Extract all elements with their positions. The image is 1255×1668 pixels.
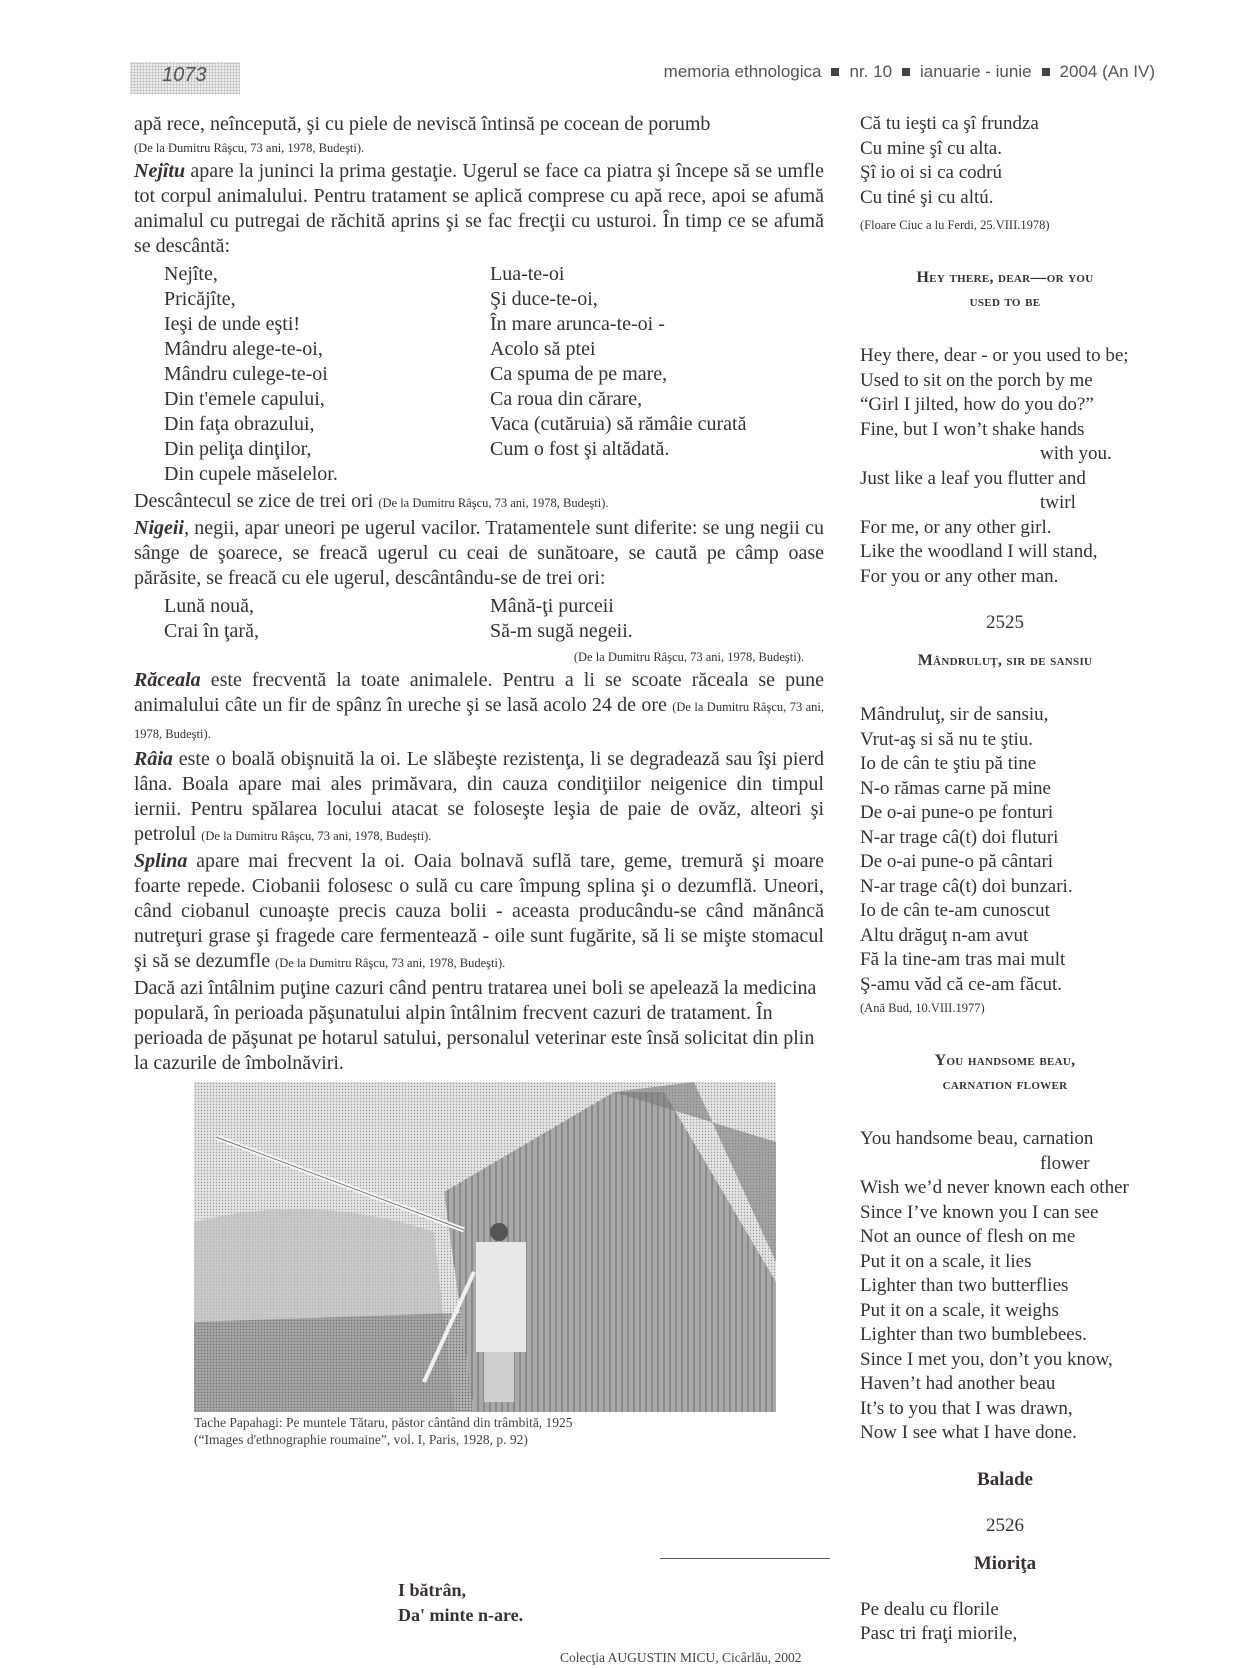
verse-line: Vrut-aş si să nu te ştiu. (860, 728, 1034, 750)
square-bullet-icon (831, 68, 839, 76)
verse-line: Wish we’d never known each other (860, 1177, 1129, 1198)
verse-line: For you or any other man. (860, 565, 1059, 587)
verse-line: Since I’ve known you I can see (860, 1201, 1099, 1223)
verse-column-left (164, 594, 259, 644)
poem-translation-english (860, 1127, 1150, 1446)
verse-line: Din peliţa dinţilor, (164, 438, 312, 460)
paragraph-raceala: Răceala este frecventă la toate animalele. Pentru a li se scoate răceala se pune animalului câte un fir de spânz în ureche şi se lasă acolo 24 de ore (De la Dumitru Râşcu, 73 ani, 1978, Budeşti). (134, 669, 825, 741)
proverb: I bătrân, Da' minte n-are. (398, 1580, 524, 1625)
verse-line: N-ar trage câ(t) doi bunzari. (860, 875, 1073, 897)
verse-line: Pricăjîte, (164, 288, 236, 310)
charm-verse-nigeii (164, 594, 824, 644)
collection-credit: Colecţia AUGUSTIN MICU, Cicârlău, 2002 (560, 1650, 802, 1665)
verse-line: De o-ai pune-o pă cântari (860, 851, 1054, 872)
paragraph-nejitu: Nejîtu apare la juninci la prima gestaţie. Ugerul se face ca piatra şi începe să se umfle tot corpul animalului. Pentru tratament se aplică comprese cu apă rece, apoi se afumă animalul cu putregai de răchită aprins şi se fac frecţii cu usturoi. În timp ce se afumă se descântă: (134, 160, 824, 257)
citation: (De la Dumitru Râşcu, 73 ani, 1978, Budeşti). (573, 650, 804, 664)
verse-line: Crai în ţară, (164, 620, 259, 642)
verse-line: Să-m sugă negeii. (490, 620, 633, 642)
verse-column-right (490, 262, 747, 462)
verse-line: Used to sit on the porch by me (860, 369, 1093, 391)
poem-ending-romanian (860, 112, 1150, 210)
paragraph-splina: Splina apare mai frecvent la oi. Oaia bolnavă suflă tare, geme, tremură şi moare foarte repede. Ciobanii folosesc o sulă cu care împung splina şi o dezumflă. Uneori, când ciobanul cunoaşte precis cauza bolii - aceasta producându-se când mănâncă nutreţuri grase şi fragede care fermentează - oile sunt fugărite, să li se mişte stomacul şi să se dezumfle (De la Dumitru Râşcu, 73 ani, 1978, Budeşti). (134, 850, 824, 972)
verse-line: Ş-amu văd că ce-am făcut. (860, 973, 1063, 995)
charm-verse-nejitu (164, 262, 824, 487)
verse-line: Lună nouă, (164, 595, 254, 617)
verse-line: Put it on a scale, it lies (860, 1250, 1032, 1272)
journal-period: ianuarie - iunie (920, 62, 1032, 81)
verse-line: Lighter than two bumblebees. (860, 1324, 1087, 1345)
verse-line: Pe dealu cu florile (860, 1598, 999, 1620)
verse-line: Since I met you, don’t you know, (860, 1348, 1113, 1370)
page-header (0, 0, 1255, 100)
verse-line: with you. (1040, 443, 1112, 464)
photo-caption: Tache Papahagi: Pe muntele Tătaru, păstor cântând din trâmbită, 1925 (“Images d'ethnographie roumaine”, vol. I, Paris, 1928, p. 92) (194, 1415, 573, 1447)
verse-line: “Girl I jilted, how do you do?” (860, 394, 1094, 415)
verse-line: Cum o fost şi altădată. (490, 438, 670, 460)
verse-column-right (490, 594, 633, 644)
verse-line: Just like a leaf you flutter and (860, 467, 1086, 489)
verse-column-left (164, 262, 338, 487)
poem-title: Mioriţa (973, 1552, 1037, 1574)
verse-line: Not an ounce of flesh on me (860, 1226, 1076, 1247)
poem-title: Mândruluţ, sir de sansiu (917, 652, 1093, 669)
verse-line: Mândruluţ, sir de sansiu, (860, 704, 1049, 725)
page-number: 1073 (162, 64, 207, 86)
verse-line: Lighter than two butterflies (860, 1275, 1069, 1296)
verse-line: Că tu ieşti ca şî frundza (860, 113, 1039, 134)
verse-line: flower (1040, 1152, 1090, 1174)
poem-number: 2525 (986, 612, 1024, 633)
verse-line: Haven’t had another beau (860, 1373, 1056, 1394)
paragraph-raia: Râia este o boală obişnuită la oi. Le slăbeşte rezistenţa, li se degradează sau îşi pierd lâna. Boala apare mai ales primăvara, din cauza condiţiilor neigenice din timpul iernii. Pentru spălarea locului atacat se foloseşte leşia de paie de ovăz, alteori şi petrolul (De la Dumitru Râşcu, 73 ani, 1978, Budeşti). (134, 748, 824, 845)
term-nejitu: Nejîtu (134, 160, 186, 182)
poem-title-english: Hey there, dear—or you used to be (916, 269, 1094, 310)
square-bullet-icon (902, 68, 910, 76)
poem-translation-english (860, 344, 1150, 589)
verse-line: Şi duce-te-oi, (490, 288, 598, 310)
verse-line: Pasc tri fraţi miorile, (860, 1623, 1018, 1644)
journal-title: memoria ethnologica (663, 62, 822, 81)
journal-issue: nr. 10 (849, 62, 893, 81)
term-raia: Râia (134, 748, 173, 770)
verse-line: Din faţa obrazului, (164, 413, 315, 435)
term-nigeii: Nigeii (134, 517, 184, 539)
poem-number: 2526 (986, 1514, 1024, 1536)
verse-line: Ca roua din cărare, (490, 388, 643, 410)
verse-line: You handsome beau, carnation (860, 1128, 1094, 1149)
photo-shepherd-trumpet (194, 1082, 776, 1412)
verse-line: Cu tiné şi cu altú. (860, 186, 994, 208)
verse-line: Ieşi de unde eşti! (164, 313, 301, 335)
journal-running-head (664, 62, 1155, 82)
paragraph-charm-note: Descântecul se zice de trei ori (De la Dumitru Râşcu, 73 ani, 1978, Budeşti). (134, 490, 609, 512)
paragraph-nigeii: Nigeii, negii, apar uneori pe ugerul vacilor. Tratamentele sunt diferite: se ung negii cu sânge de şoarece, se freacă ugerul cu ceai de sunătoare, se caută pe câmp oase părăsite, se freacă cu ele ugerul, descântându-se de trei ori: (134, 517, 824, 589)
verse-line: Din cupele măselelor. (164, 463, 338, 485)
paragraph-closing: Dacă azi întâlnim puţine cazuri când pentru tratarea unei boli se apelează la medicina populară, în perioada păşunatului alpin întâlnim frecvent cazuri de tratament. În perioada de păşunat pe hotarul satului, personalul veterinar este însă solicitat din plin la cazurile de îmbolnăviri. (134, 977, 817, 1074)
verse-line: Vaca (cutăruia) să rămâie curată (490, 413, 747, 435)
verse-line: Io de cân te ştiu pă tine (860, 753, 1037, 774)
citation: (De la Dumitru Râşcu, 73 ani, 1978, Budeşti). (275, 956, 506, 970)
verse-line: De o-ai pune-o pe fonturi (860, 802, 1054, 823)
verse-line: Now I see what I have done. (860, 1422, 1077, 1443)
verse-line: Hey there, dear - or you used to be; (860, 345, 1129, 366)
verse-line: Put it on a scale, it weighs (860, 1299, 1059, 1321)
citation: (De la Dumitru Râşcu, 73 ani, 1978, Budeşti). (378, 496, 609, 510)
term-splina: Splina (134, 850, 188, 872)
verse-line: În mare arunca-te-oi - (490, 313, 665, 335)
opening-paragraph: apă rece, neîncepută, şi cu piele de neviscă întinsă pe cocean de porumb (134, 113, 711, 135)
poem-source: (Floare Ciuc a lu Ferdi, 25.VIII.1978) (860, 218, 1050, 232)
poem-source: (Ană Bud, 10.VIII.1977) (860, 1001, 985, 1015)
term-raceala: Răceala (134, 669, 201, 691)
verse-line: Lua-te-oi (490, 263, 565, 285)
section-title: Balade (977, 1468, 1033, 1490)
verse-line: N-ar trage câ(t) doi fluturi (860, 826, 1059, 848)
verse-line: Altu drăguţ n-am avut (860, 924, 1029, 946)
verse-line: Ca spuma de pe mare, (490, 363, 668, 385)
verse-line: twirl (1040, 492, 1076, 513)
right-column (860, 112, 1150, 1647)
verse-line: Mână-ţi purceii (490, 595, 614, 617)
verse-line: Io de cân te-am cunoscut (860, 900, 1050, 921)
photo-image (194, 1082, 776, 1412)
verse-line: Din t'emele capului, (164, 388, 325, 410)
citation: (De la Dumitru Râşcu, 73 ani, 1978, Budeşti). (134, 700, 825, 741)
citation: (De la Dumitru Râşcu, 73 ani, 1978, Budeşti). (201, 829, 432, 843)
verse-line: Fă la tine-am tras mai mult (860, 949, 1066, 970)
verse-line: Fine, but I won’t shake hands (860, 418, 1085, 440)
verse-line: Mândru alege-te-oi, (164, 338, 323, 360)
verse-line: It’s to you that I was drawn, (860, 1397, 1073, 1419)
verse-line: Like the woodland I will stand, (860, 541, 1098, 562)
separator-line (660, 1558, 830, 1559)
verse-line: Şî io oi si ca codrú (860, 162, 1002, 183)
photo-illustration (194, 1082, 776, 1412)
journal-year: 2004 (An IV) (1059, 62, 1155, 81)
citation: (De la Dumitru Râşcu, 73 ani, 1978, Budeşti). (134, 141, 365, 155)
verse-line: Cu mine şî cu alta. (860, 137, 1002, 159)
verse-line: Mândru culege-te-oi (164, 363, 328, 385)
poem-romanian (860, 1598, 1150, 1647)
square-bullet-icon (1042, 68, 1050, 76)
verse-line: For me, or any other girl. (860, 516, 1052, 538)
verse-line: Acolo să ptei (490, 338, 596, 360)
verse-line: Nejîte, (164, 263, 218, 285)
left-column (134, 112, 824, 1448)
poem-romanian (860, 703, 1150, 997)
poem-title-english: You handsome beau, carnation flower (934, 1052, 1076, 1093)
verse-line: N-o rămas carne pă mine (860, 777, 1051, 799)
